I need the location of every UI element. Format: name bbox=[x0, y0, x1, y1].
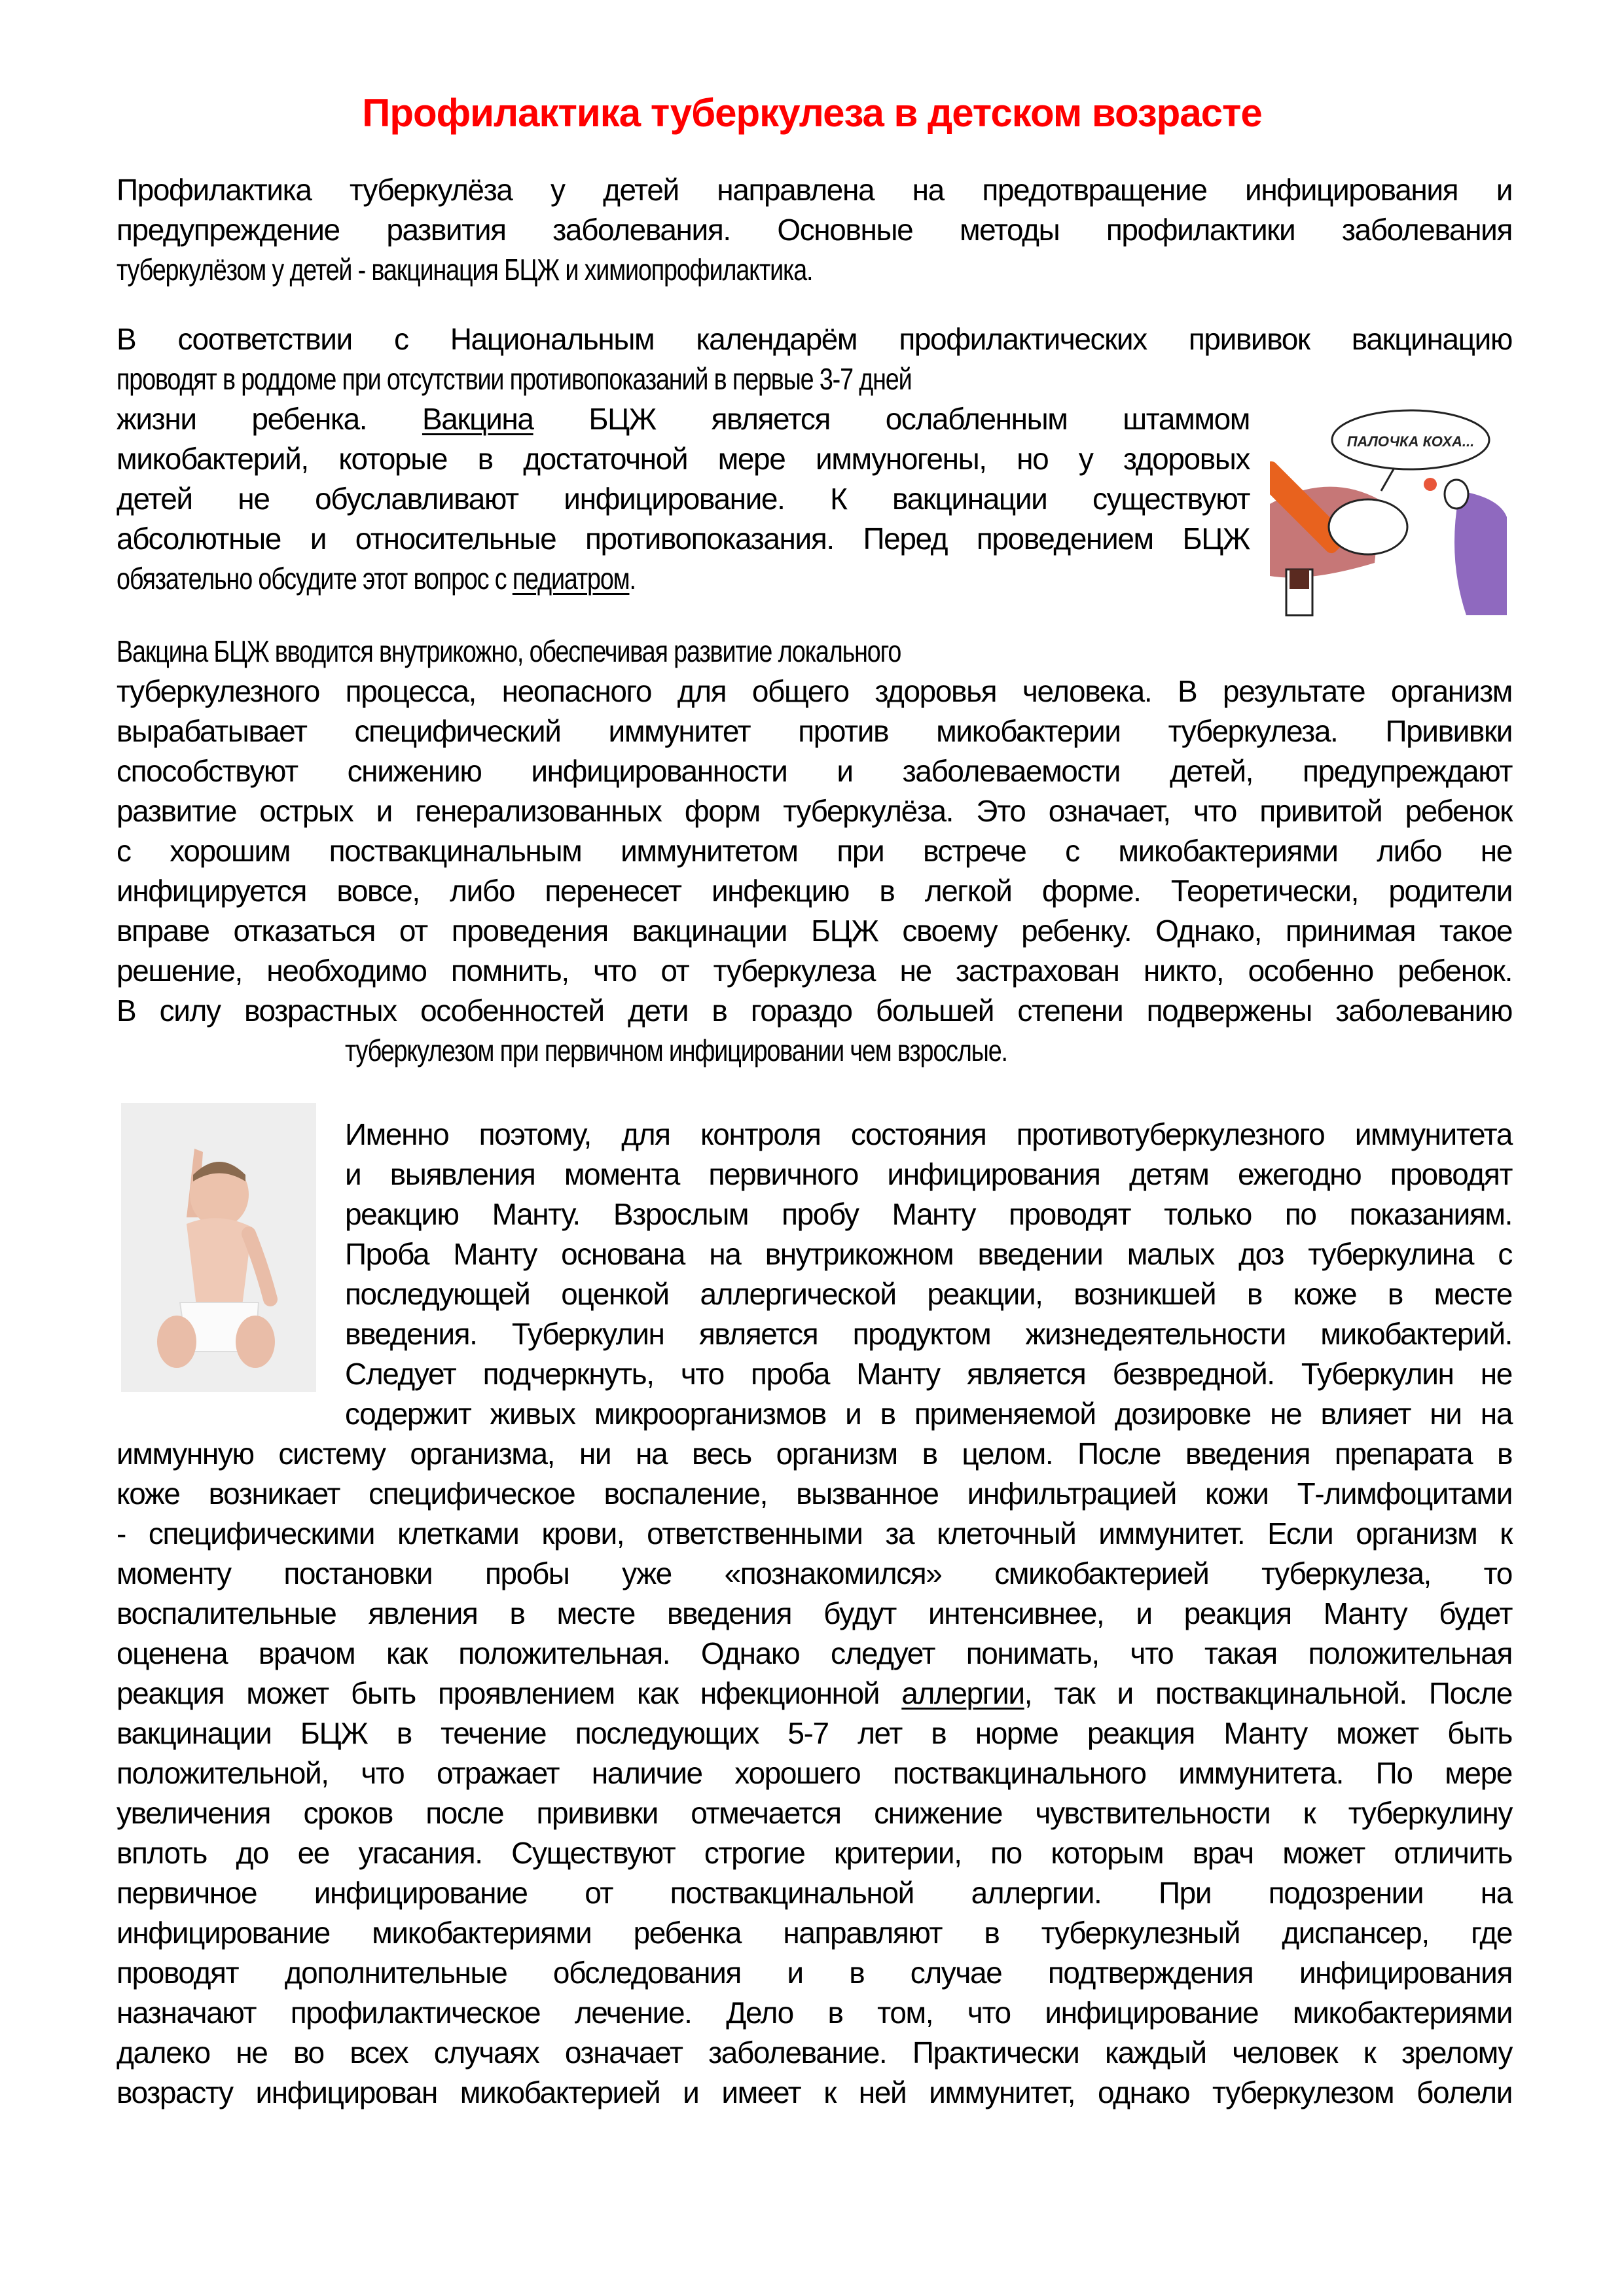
text-line: проводят дополнительные обследования и в случае подтверждения инфицирования bbox=[117, 1956, 1512, 1990]
text-line: и выявления момента первичного инфицирования детям ежегодно проводят bbox=[345, 1157, 1512, 1191]
text-line: коже возникает специфическое воспаление, вызванное инфильтрацией кожи Т-лимфоцитами bbox=[117, 1477, 1512, 1511]
text-line: инфицируется вовсе, либо перенесет инфекцию в легкой форме. Теоретически, родители bbox=[117, 874, 1512, 908]
text-line: Именно поэтому, для контроля состояния противотуберкулезного иммунитета bbox=[345, 1117, 1512, 1151]
text-line: положительной, что отражает наличие хорошего поствакцинального иммунитета. По мере bbox=[117, 1756, 1512, 1790]
text-line: решение, необходимо помнить, что от туберкулеза не застрахован никто, особенно ребенок. bbox=[117, 954, 1512, 988]
cartoon-illustration bbox=[1270, 386, 1507, 619]
text-line: туберкулезом при первичном инфицировании чем взрослые. bbox=[345, 1033, 1007, 1067]
text-line: детей не обуславливают инфицирование. К вакцинации существуют bbox=[117, 482, 1250, 516]
text-segment: реакция может быть проявлением как нфекционной bbox=[117, 1676, 880, 1710]
text-segment: жизни ребенка. bbox=[117, 402, 367, 436]
text-segment: обязательно обсудите этот вопрос с bbox=[117, 562, 507, 596]
text-segment: , так и поствакцинальной. После bbox=[1024, 1676, 1512, 1710]
text-line: возрасту инфицирован микобактерией и имеет к ней иммунитет, однако туберкулезом болели bbox=[117, 2075, 1512, 2109]
text-line: вырабатывает специфический иммунитет против микобактерии туберкулеза. Прививки bbox=[117, 714, 1512, 748]
text-segment: БЦЖ является ослабленным штаммом bbox=[588, 402, 1250, 436]
text-line: туберкулёзом у детей - вакцинация БЦЖ и химиопрофилактика. bbox=[117, 253, 813, 287]
text-line: микобактерий, которые в достаточной мере иммуногены, но у здоровых bbox=[117, 442, 1250, 476]
text-line: оценена врачом как положительная. Однако следует понимать, что такая положительная bbox=[117, 1636, 1512, 1670]
text-line: развитие острых и генерализованных форм туберкулёза. Это означает, что привитой ребенок bbox=[117, 794, 1512, 828]
text-line: воспалительные явления в месте введения будут интенсивнее, и реакция Манту будет bbox=[117, 1596, 1512, 1630]
text-line: Вакцина БЦЖ вводится внутрикожно, обеспечивая развитие локального bbox=[117, 634, 901, 668]
text-line: далеко не во всех случаях означает заболевание. Практически каждый человек к зрелому bbox=[117, 2036, 1512, 2070]
text-line: вправе отказаться от проведения вакцинации БЦЖ своему ребенку. Однако, принимая такое bbox=[117, 914, 1512, 948]
speech-bubble-text: ПАЛОЧКА КОХА... bbox=[1346, 433, 1475, 450]
text-line: инфицирование микобактериями ребенка направляют в туберкулезный диспансер, где bbox=[117, 1916, 1512, 1950]
text-line: последующей оценкой аллергической реакции, возникшей в коже в месте bbox=[345, 1277, 1512, 1311]
text-line: способствуют снижению инфицированности и заболеваемости детей, предупреждают bbox=[117, 754, 1512, 788]
text-line: В соответствии с Национальным календарём профилактических прививок вакцинацию bbox=[117, 322, 1512, 356]
text-line: туберкулезного процесса, неопасного для общего здоровья человека. В результате организм bbox=[117, 674, 1512, 708]
text-line: Профилактика туберкулёза у детей направлена на предотвращение инфицирования и bbox=[117, 173, 1512, 207]
text-line: иммунную систему организма, ни на весь организм в целом. После введения препарата в bbox=[117, 1437, 1512, 1471]
text-line: увеличения сроков после прививки отмечается снижение чувствительности к туберкулину bbox=[117, 1796, 1512, 1830]
text-line: с хорошим поствакцинальным иммунитетом при встрече с микобактериями либо не bbox=[117, 834, 1512, 868]
text-line: Следует подчеркнуть, что проба Манту является безвредной. Туберкулин не bbox=[345, 1357, 1512, 1391]
text-line: моменту постановки пробы уже «познакомился» смикобактерией туберкулеза, то bbox=[117, 1556, 1512, 1590]
text-line: первичное инфицирование от поствакцинальной аллергии. При подозрении на bbox=[117, 1876, 1512, 1910]
pediatrician-link[interactable]: педиатром bbox=[512, 562, 630, 596]
text-line: реакцию Манту. Взрослым пробу Манту проводят только по показаниям. bbox=[345, 1197, 1512, 1231]
page-title: Профилактика туберкулеза в детском возрасте bbox=[362, 91, 1262, 135]
text-line: предупреждение развития заболевания. Основные методы профилактики заболевания bbox=[117, 213, 1512, 247]
text-line: абсолютные и относительные противопоказания. Перед проведением БЦЖ bbox=[117, 522, 1250, 556]
cartoon-drawing bbox=[1270, 386, 1507, 619]
text-line: вплоть до ее угасания. Существуют строгие критерии, по которым врач может отличить bbox=[117, 1836, 1512, 1870]
text-line: Проба Манту основана на внутрикожном введении малых доз туберкулина с bbox=[345, 1237, 1512, 1271]
text-line: введения. Туберкулин является продуктом жизнедеятельности микобактерий. bbox=[345, 1317, 1512, 1351]
text-line: вакцинации БЦЖ в течение последующих 5-7 лет в норме реакция Манту может быть bbox=[117, 1716, 1512, 1750]
vaccine-link[interactable]: Вакцина bbox=[422, 402, 533, 436]
text-line bbox=[117, 401, 1250, 437]
allergy-link[interactable]: аллергии bbox=[901, 1676, 1024, 1710]
text-line: назначают профилактическое лечение. Дело в том, что инфицирование микобактериями bbox=[117, 1996, 1512, 2030]
text-segment: . bbox=[629, 562, 636, 596]
text-line bbox=[117, 1675, 1512, 1712]
text-line: содержит живых микроорганизмов и в применяемой дозировке не влияет ни на bbox=[345, 1397, 1512, 1431]
text-line bbox=[117, 560, 1250, 597]
text-line: В силу возрастных особенностей дети в гораздо большей степени подвержены заболеванию bbox=[117, 994, 1512, 1028]
baby-image bbox=[121, 1103, 316, 1392]
baby-photo bbox=[121, 1103, 316, 1392]
text-line: проводят в роддоме при отсутствии противопоказаний в первые 3-7 дней bbox=[117, 362, 912, 396]
text-line: - специфическими клетками крови, ответственными за клеточный иммунитет. Если организм к bbox=[117, 1516, 1512, 1551]
